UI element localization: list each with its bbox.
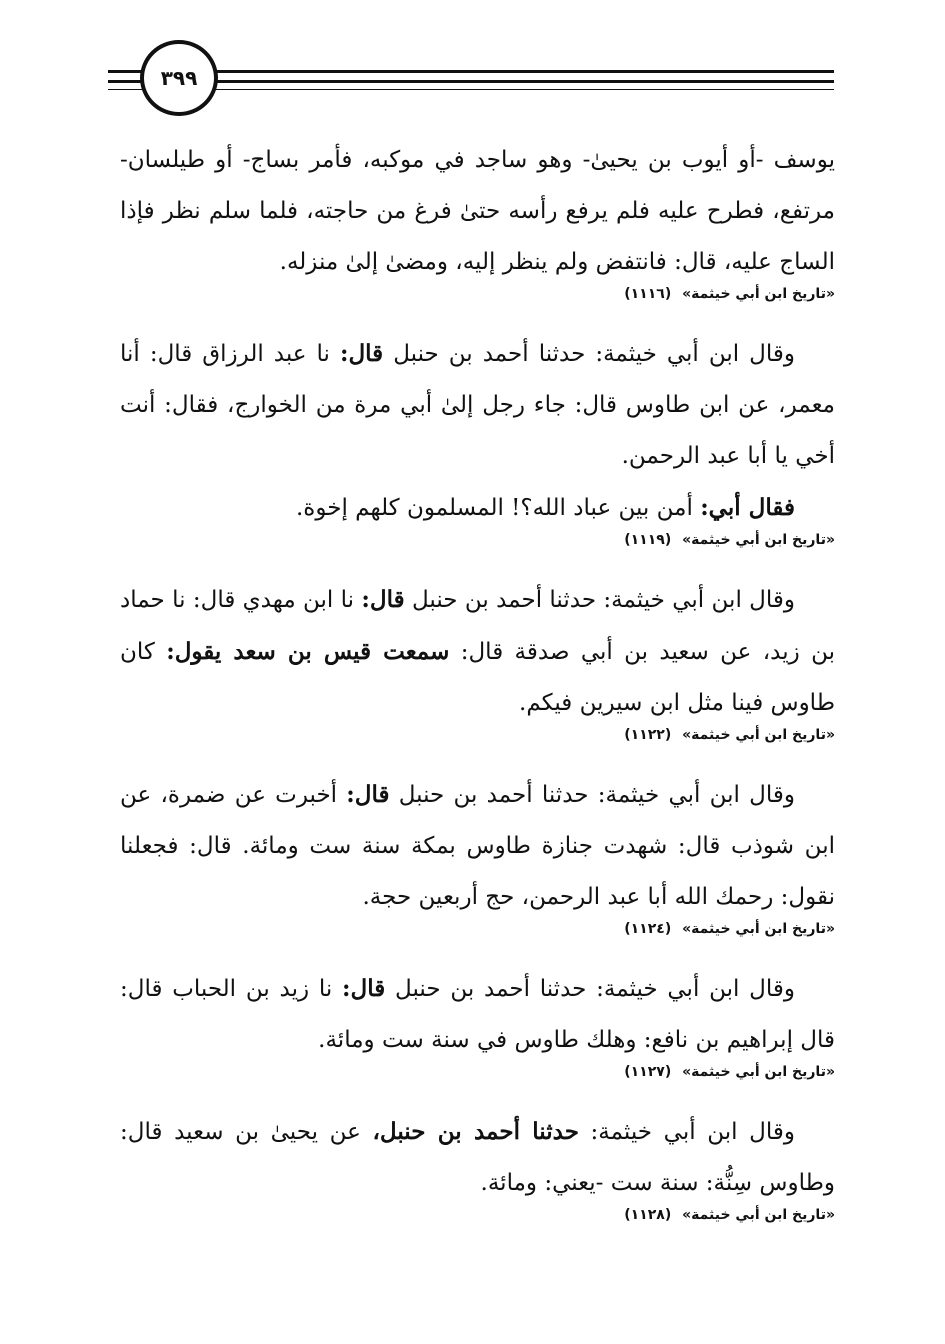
source-number: (١١١٩) (624, 532, 672, 548)
paragraph: يوسف -أو أيوب بن يحيىٰ- وهو ساجد في موكبه، فأمر بساج- أو طيلسان- مرتفع، فطرح عليه فلم يرفع رأسه حتىٰ فرغ من حاجته، فلما سلم نظر فإذا الساج عليه، قال: فانتفض ولم ينظر إليه، ومضىٰ إلىٰ منزله. (120, 147, 835, 275)
source-citation (120, 725, 835, 745)
source-citation (120, 1205, 835, 1225)
bold-run: فقال أبي: (700, 494, 795, 521)
text-run: نا زيد بن الحباب قال: قال إبراهيم بن نافع: وهلك طاوس في سنة ست ومائة. (120, 976, 835, 1053)
paragraph (120, 328, 835, 482)
source-number: (١١٢٢) (624, 727, 672, 743)
page-number: ٣٩٩ (160, 66, 198, 90)
paragraph (120, 1106, 835, 1209)
bold-run: قال: (346, 781, 390, 808)
page-body (120, 135, 835, 1249)
bold-run: قال: (342, 975, 386, 1002)
text-run: كان طاوس فينا مثل ابن سيرين فيكم. (120, 639, 835, 716)
source-title: «تاريخ ابن أبي خيثمة» (682, 921, 835, 937)
text-run: وقال ابن أبي خيثمة: حدثنا أحمد بن حنبل (389, 782, 796, 808)
text-run: نا عبد الرزاق قال: أنا معمر، عن ابن طاوس قال: جاء رجل إلىٰ أبي مرة من الخوارج، فقال: أنت أخي يا أبا عبد الرحمن. (120, 341, 835, 469)
bold-run: قال: (339, 340, 384, 367)
bold-run: حدثنا أحمد بن حنبل، (372, 1118, 579, 1145)
paragraph (120, 963, 835, 1066)
source-number: (١١٢٧) (624, 1064, 672, 1080)
text-run: أخبرت عن ضمرة، عن ابن شوذب قال: شهدت جنازة طاوس بمكة سنة ست ومائة. قال: فجعلنا نقول: رحمك الله أبا عبد الرحمن، حج أربعين حجة. (120, 782, 835, 910)
text-run: نا ابن مهدي قال: نا حماد بن زيد، عن سعيد بن أبي صدقة قال: (120, 587, 835, 665)
text-run: عن يحيىٰ بن سعيد قال: وطاوس سِنُّة: سنة ست -يعني: ومائة. (120, 1119, 835, 1196)
bold-run: سمعت قيس بن سعد يقول: (166, 638, 450, 665)
source-title: «تاريخ ابن أبي خيثمة» (682, 1064, 835, 1080)
source-title: «تاريخ ابن أبي خيثمة» (682, 286, 835, 302)
source-title: «تاريخ ابن أبي خيثمة» (682, 1207, 835, 1223)
text-run: وقال ابن أبي خيثمة: (578, 1119, 795, 1145)
source-title: «تاريخ ابن أبي خيثمة» (682, 727, 835, 743)
bold-run: قال: (361, 586, 405, 613)
source-number: (١١١٦) (624, 286, 672, 302)
source-title: «تاريخ ابن أبي خيثمة» (682, 532, 835, 548)
text-run: وقال ابن أبي خيثمة: حدثنا أحمد بن حنبل (404, 587, 795, 613)
paragraph (120, 574, 835, 729)
page-number-badge (140, 40, 218, 116)
paragraph (120, 482, 835, 534)
paragraph (120, 769, 835, 923)
header-rule (108, 89, 834, 90)
text-run: أمن بين عباد الله؟! المسلمون كلهم إخوة. (296, 495, 701, 521)
text-run: وقال ابن أبي خيثمة: حدثنا أحمد بن حنبل (385, 976, 796, 1002)
text-run: وقال ابن أبي خيثمة: حدثنا أحمد بن حنبل (383, 341, 795, 367)
source-number: (١١٢٨) (624, 1207, 672, 1223)
source-number: (١١٢٤) (624, 921, 672, 937)
